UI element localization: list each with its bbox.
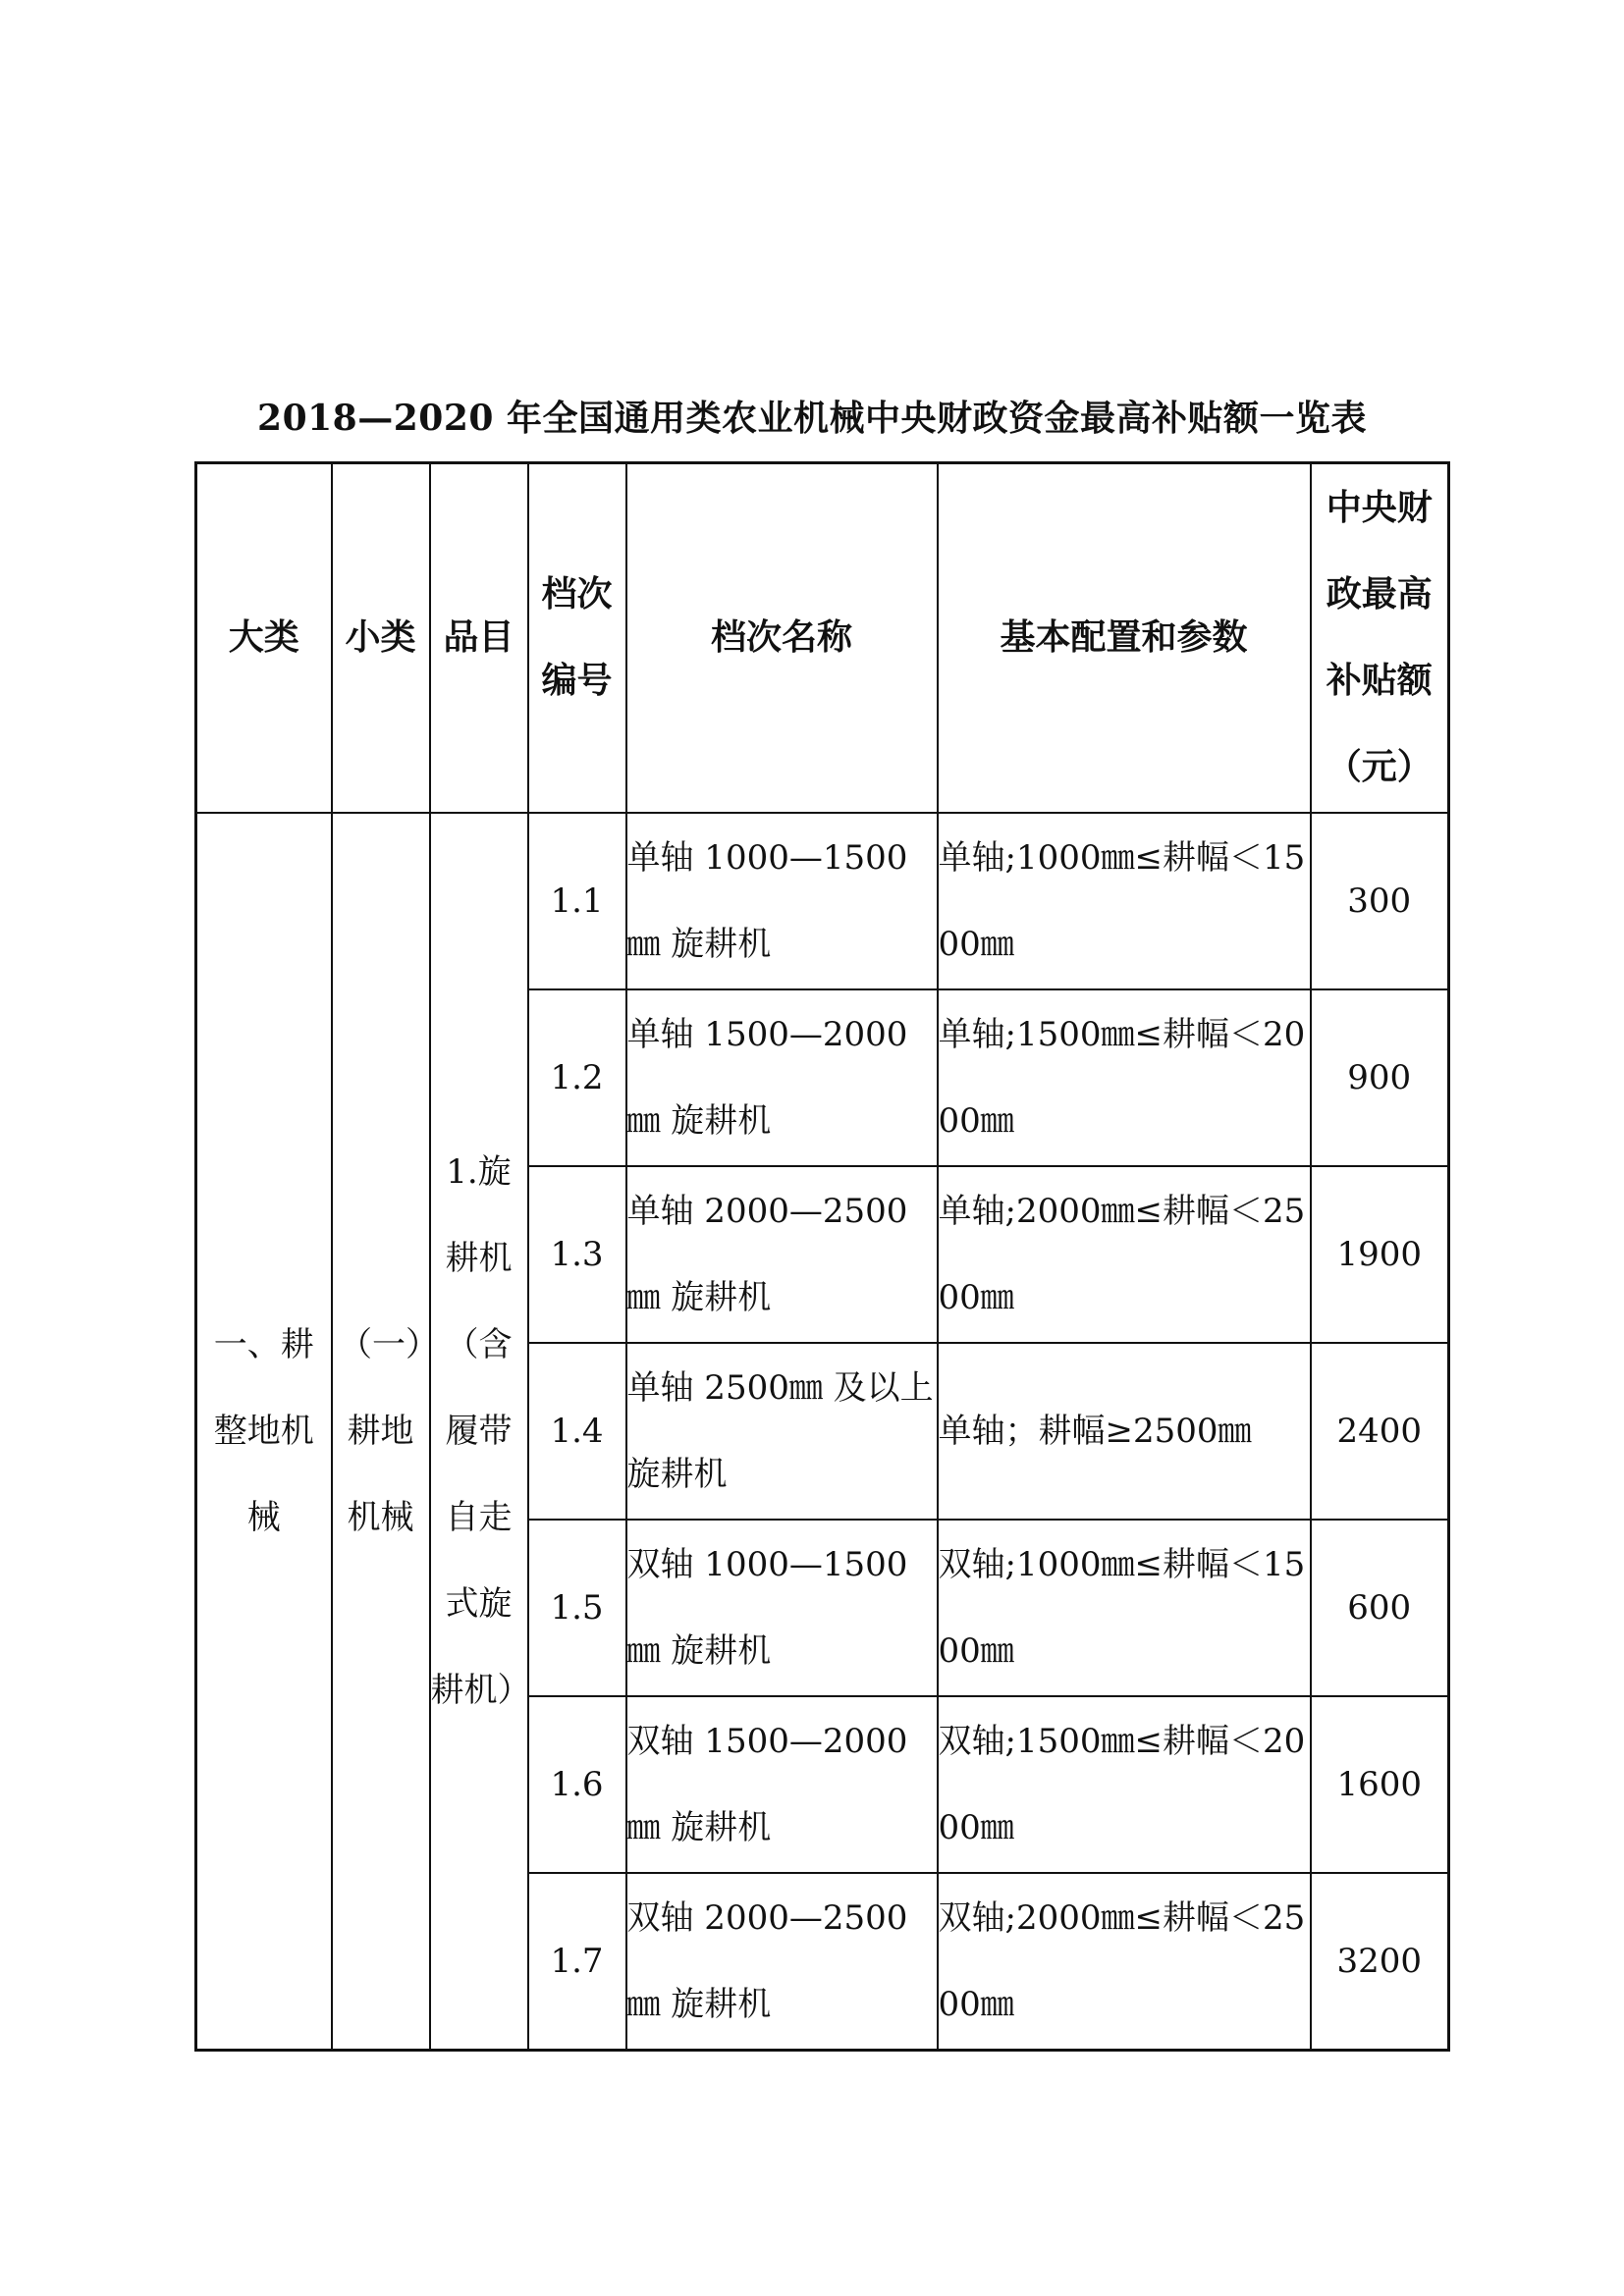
header-item: 品目 (430, 463, 528, 814)
config-cell: 双轴;2000㎜≤耕幅＜2500㎜ (938, 1873, 1311, 2051)
header-grade-name: 档次名称 (626, 463, 938, 814)
item-cell: 1.旋耕机（含履带自走式旋耕机） (430, 813, 528, 2051)
config-cell: 双轴;1000㎜≤耕幅＜1500㎜ (938, 1520, 1311, 1696)
grade-name-cell: 双轴 1000—1500㎜ 旋耕机 (626, 1520, 938, 1696)
grade-code-cell: 1.7 (528, 1873, 626, 2051)
subcategory-cell: （一）耕地机械 (332, 813, 430, 2051)
header-category: 大类 (196, 463, 332, 814)
config-cell: 单轴;2000㎜≤耕幅＜2500㎜ (938, 1166, 1311, 1343)
header-config: 基本配置和参数 (938, 463, 1311, 814)
config-cell: 单轴;1500㎜≤耕幅＜2000㎜ (938, 989, 1311, 1166)
grade-code-cell: 1.2 (528, 989, 626, 1166)
amount-cell: 3200 (1311, 1873, 1449, 2051)
grade-code-cell: 1.3 (528, 1166, 626, 1343)
grade-name-cell: 单轴 1000—1500㎜ 旋耕机 (626, 813, 938, 989)
amount-cell: 1900 (1311, 1166, 1449, 1343)
amount-cell: 600 (1311, 1520, 1449, 1696)
header-max-subsidy: 中央财政最高补贴额（元） (1311, 463, 1449, 814)
grade-code-cell: 1.5 (528, 1520, 626, 1696)
header-subcategory: 小类 (332, 463, 430, 814)
config-cell: 单轴；耕幅≥2500㎜ (938, 1343, 1311, 1520)
grade-name-cell: 双轴 2000—2500㎜ 旋耕机 (626, 1873, 938, 2051)
subsidy-table (194, 461, 1450, 2052)
config-cell: 双轴;1500㎜≤耕幅＜2000㎜ (938, 1696, 1311, 1873)
grade-name-cell: 单轴 2500㎜ 及以上旋耕机 (626, 1343, 938, 1520)
grade-code-cell: 1.6 (528, 1696, 626, 1873)
grade-code-cell: 1.4 (528, 1343, 626, 1520)
category-text: 一、耕整地机械 (213, 1325, 314, 1537)
grade-name-cell: 双轴 1500—2000㎜ 旋耕机 (626, 1696, 938, 1873)
header-grade-code: 档次编号 (528, 463, 626, 814)
amount-cell: 900 (1311, 989, 1449, 1166)
config-cell: 单轴;1000㎜≤耕幅＜1500㎜ (938, 813, 1311, 989)
document-title: 2018—2020 年全国通用类农业机械中央财政资金最高补贴额一览表 (257, 398, 1367, 439)
amount-cell: 1600 (1311, 1696, 1449, 1873)
amount-cell: 2400 (1311, 1343, 1449, 1520)
category-cell (196, 813, 332, 2051)
table-header-row (196, 463, 1449, 814)
grade-code-cell: 1.1 (528, 813, 626, 989)
grade-name-cell: 单轴 2000—2500㎜ 旋耕机 (626, 1166, 938, 1343)
grade-name-cell: 单轴 1500—2000㎜ 旋耕机 (626, 989, 938, 1166)
table-row (196, 813, 1449, 989)
amount-cell: 300 (1311, 813, 1449, 989)
